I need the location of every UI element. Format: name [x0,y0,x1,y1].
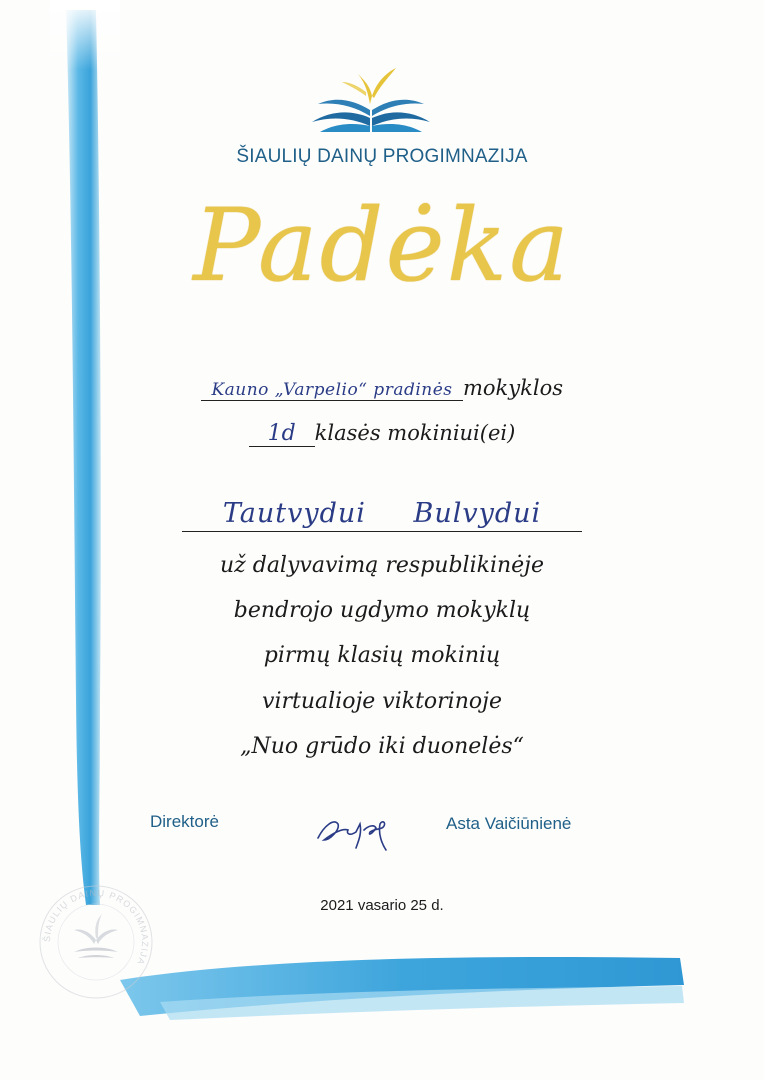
recipient-handwritten: Tautvydui Bulvydui [182,498,582,532]
stamp-text: ŠIAULIŲ DAINŲ PROGIMNAZIJA [41,887,151,967]
certificate-title: Padėka [193,187,571,304]
school-handwritten: Kauno „Varpelio“ pradinės [201,380,463,401]
body-line: virtualioje viktorinoje [262,689,502,714]
class-handwritten: 1d [249,421,315,447]
school-line [0,376,764,401]
issue-date: 2021 vasario 25 d. [320,897,444,914]
director-name: Asta Vaičiūnienė [446,814,572,833]
director-label: Direktorė [150,812,219,831]
body-line: bendrojo ugdymo mokyklų [233,598,531,623]
body-line: už dalyvavimą respublikinėje [219,553,545,578]
class-line [0,421,764,447]
recipient-line [0,498,764,532]
signature-icon [312,804,412,854]
school-name: ŠIAULIŲ DAINŲ PROGIMNAZIJA [236,146,528,167]
quiz-title: „Nuo grūdo iki duonelės“ [240,734,524,759]
body-line: pirmų klasių mokinių [263,643,501,668]
school-suffix: mokyklos [462,376,563,400]
school-logo-icon [306,60,436,138]
class-suffix: klasės mokiniui(ei) [314,421,516,445]
stamp-icon [34,880,158,1004]
